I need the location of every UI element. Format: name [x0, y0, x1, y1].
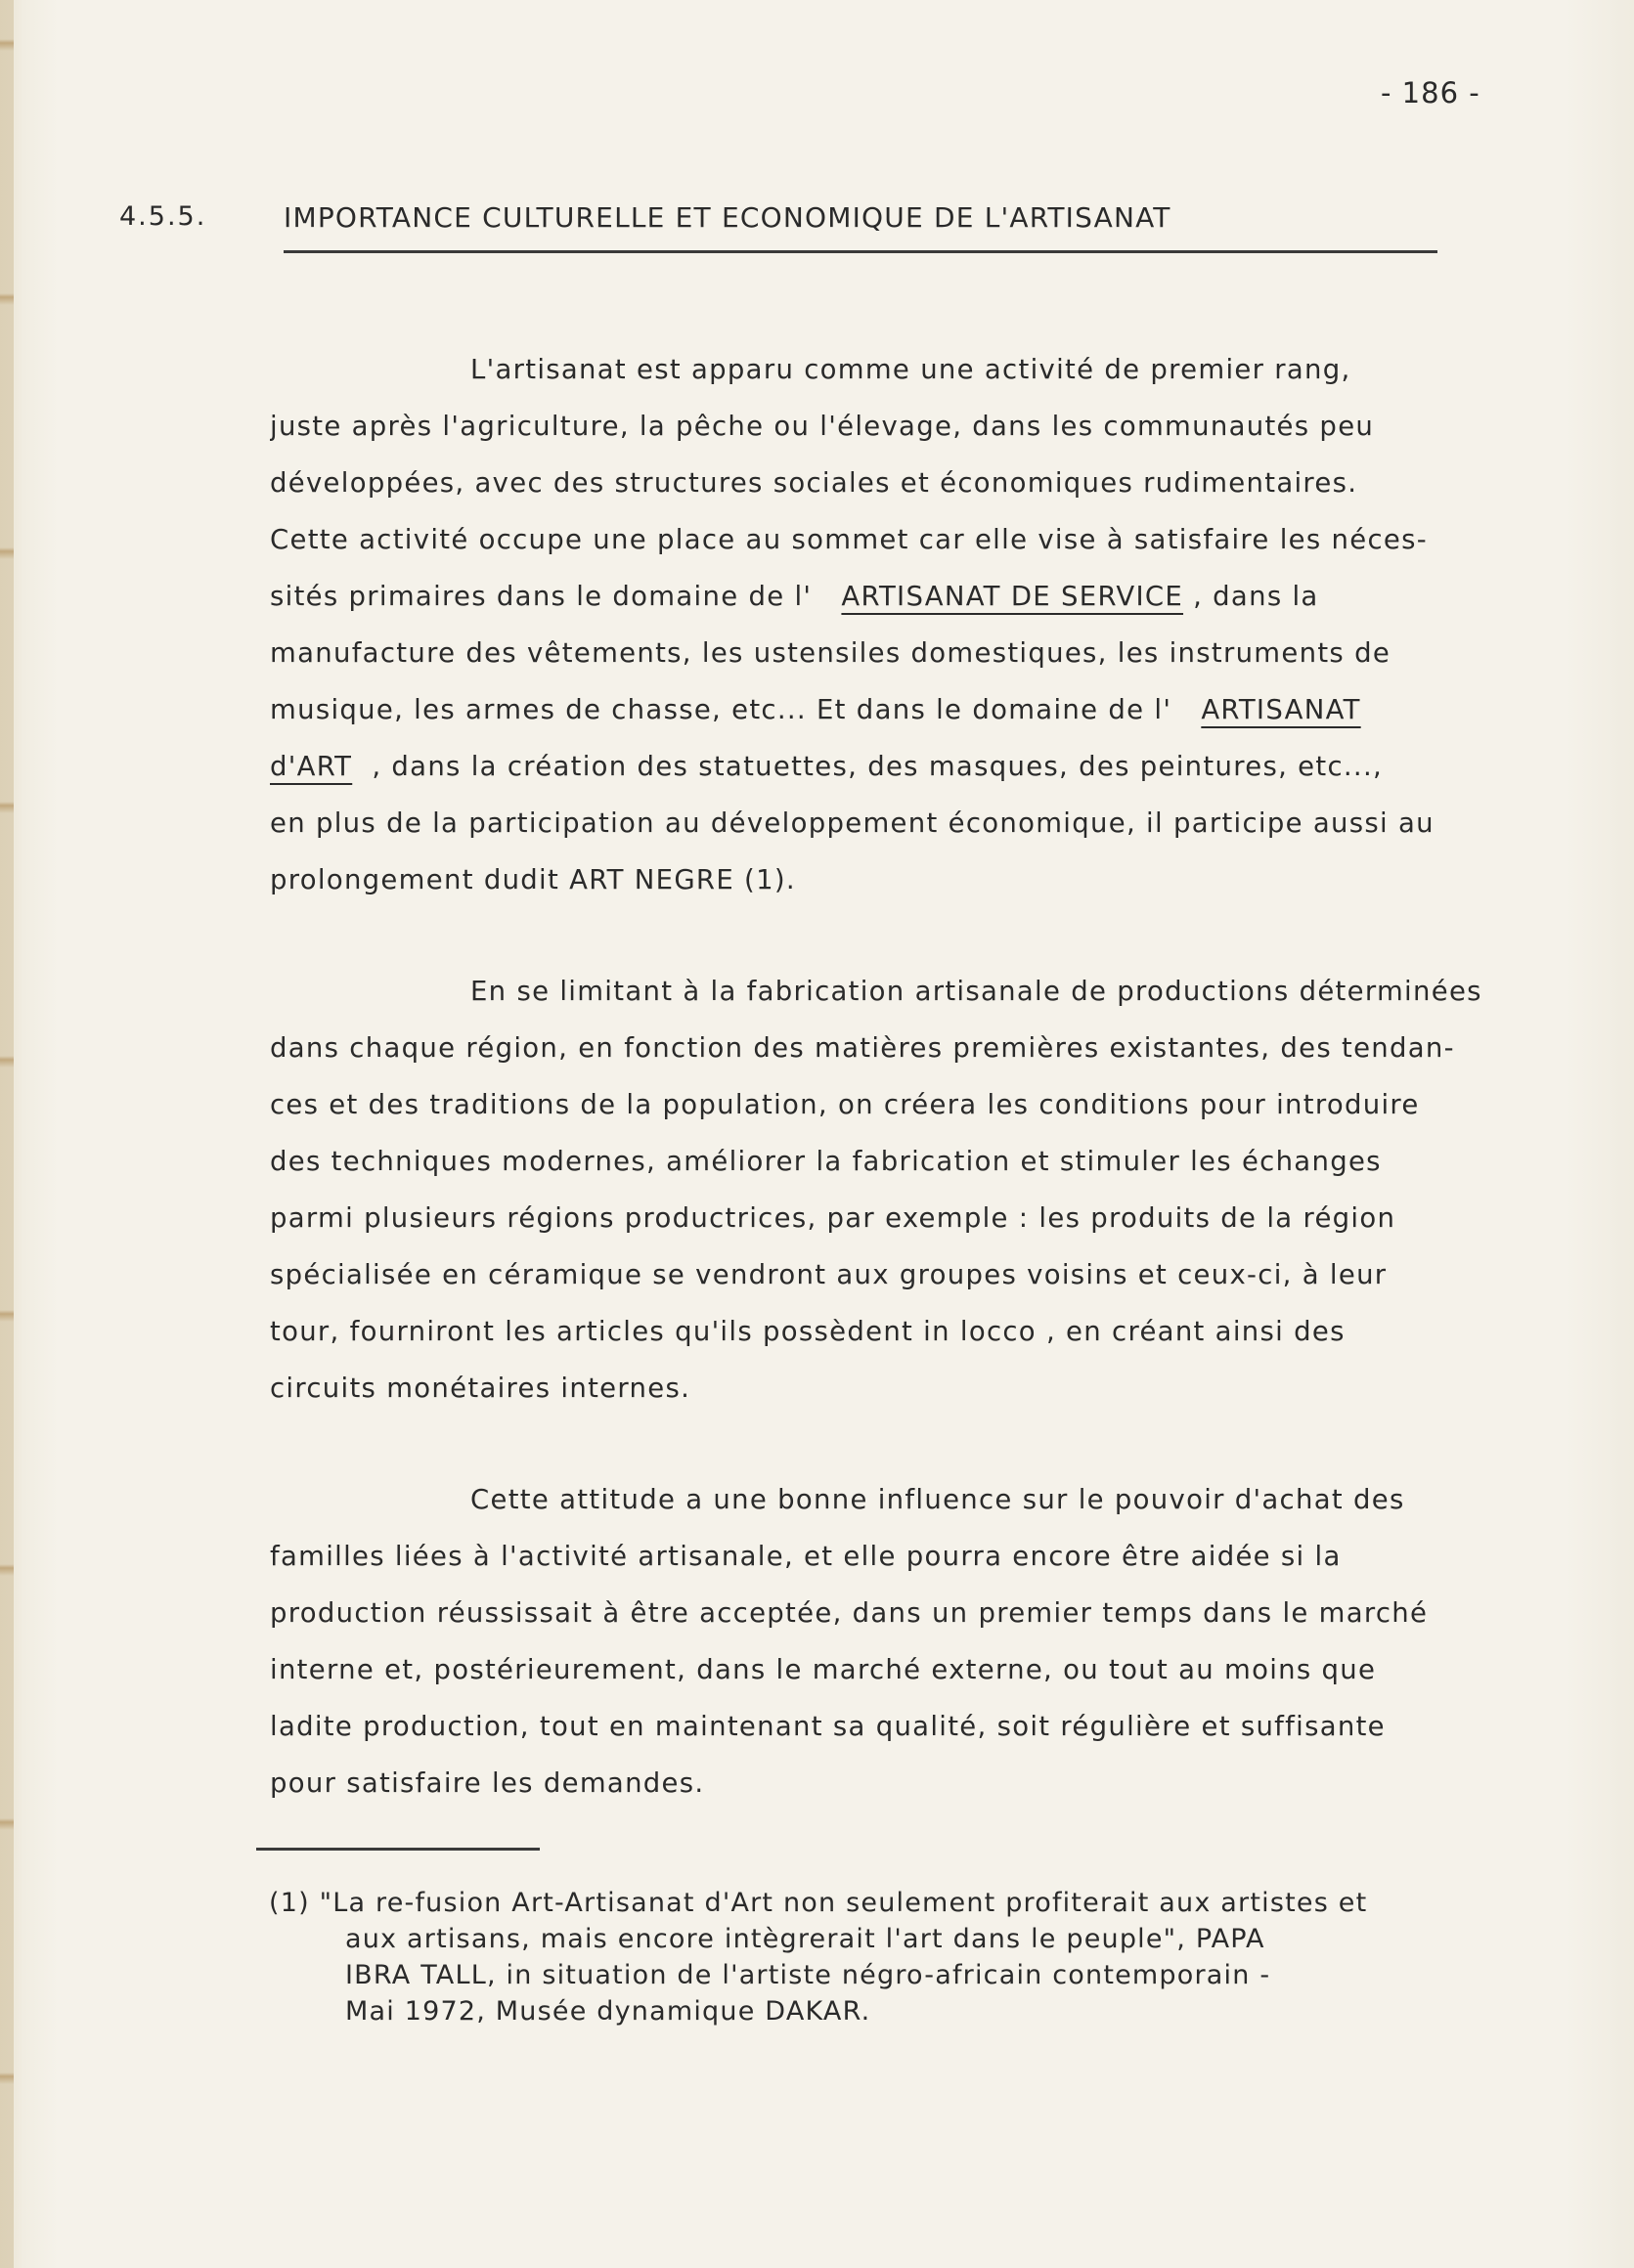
paragraph-line: développées, avec des structures sociales et économiques rudimentaires.: [270, 467, 1358, 499]
paragraph-line: [270, 681, 1585, 738]
paragraph-line: prolongement dudit ART NEGRE (1).: [270, 864, 796, 895]
paragraph-line: spécialisée en céramique se vendront aux groupes voisins et ceux-ci, à leur: [270, 1259, 1388, 1290]
paragraph-line: interne et, postérieurement, dans le marché externe, ou tout au moins que: [270, 1654, 1377, 1685]
footnote-line: aux artisans, mais encore intègrerait l'art dans le peuple", PAPA: [345, 1924, 1265, 1954]
section-number: 4.5.5.: [119, 201, 207, 232]
paragraph-line: En se limitant à la fabrication artisanale de productions déterminées: [470, 976, 1482, 1007]
paragraph-line: tour, fourniront les articles qu'ils possèdent in locco , en créant ainsi des: [270, 1316, 1346, 1347]
paragraph-line: parmi plusieurs régions productrices, par exemple : les produits de la région: [270, 1202, 1396, 1234]
underlined-term-artisanat-de-service: ARTISANAT DE SERVICE: [841, 581, 1184, 612]
text-run: , dans la: [1193, 581, 1319, 612]
paragraph-1: [270, 341, 1585, 908]
paragraph-line: L'artisanat est apparu comme une activité de premier rang,: [470, 354, 1351, 385]
paragraph-line: en plus de la participation au développement économique, il participe aussi au: [270, 807, 1435, 839]
paragraph-line: juste après l'agriculture, la pêche ou l'élevage, dans les communautés peu: [270, 411, 1375, 442]
paragraph-line: dans chaque région, en fonction des matières premières existantes, des tendan-: [270, 1032, 1455, 1064]
underlined-term-artisanat: ARTISANAT: [1201, 694, 1361, 725]
paragraph-line: ces et des traditions de la population, on créera les conditions pour introduire: [270, 1089, 1420, 1120]
section-title: IMPORTANCE CULTURELLE ET ECONOMIQUE DE L'ARTISANAT: [284, 201, 1171, 234]
paragraph-2: [270, 963, 1585, 1417]
paragraph-line: ladite production, tout en maintenant sa qualité, soit régulière et suffisante: [270, 1711, 1386, 1742]
paragraph-line: des techniques modernes, améliorer la fabrication et stimuler les échanges: [270, 1146, 1382, 1177]
underlined-term-art: d'ART: [270, 751, 353, 782]
paragraph-line: Cette activité occupe une place au sommet car elle vise à satisfaire les néces-: [270, 524, 1428, 555]
paragraph-line: [270, 738, 1585, 795]
footnote-line: IBRA TALL, in situation de l'artiste négro-africain contemporain -: [345, 1960, 1271, 1990]
paragraph-line: Cette attitude a une bonne influence sur le pouvoir d'achat des: [470, 1484, 1405, 1515]
page-number: - 186 -: [1381, 76, 1480, 109]
binding-edge: [0, 0, 14, 2268]
text-run: , dans la création des statuettes, des masques, des peintures, etc...,: [372, 751, 1384, 782]
paragraph-line: manufacture des vêtements, les ustensiles domestiques, les instruments de: [270, 637, 1391, 669]
footnote-separator: [256, 1848, 540, 1851]
text-run: sités primaires dans le domaine de l': [270, 581, 813, 612]
paragraph-line: pour satisfaire les demandes.: [270, 1767, 705, 1799]
paragraph-line: familles liées à l'activité artisanale, et elle pourra encore être aidée si la: [270, 1541, 1342, 1572]
paragraph-line: [270, 568, 1585, 625]
paragraph-line: production réussissait à être acceptée, dans un premier temps dans le marché: [270, 1597, 1429, 1629]
title-underline: [284, 250, 1437, 253]
paragraph-3: [270, 1471, 1585, 1811]
footnote: [269, 1885, 1599, 2029]
paragraph-line: circuits monétaires internes.: [270, 1373, 691, 1404]
text-run: musique, les armes de chasse, etc... Et dans le domaine de l': [270, 694, 1172, 725]
footnote-line: Mai 1972, Musée dynamique DAKAR.: [345, 1996, 871, 2027]
footnote-line: (1) "La re-fusion Art-Artisanat d'Art non seulement profiterait aux artistes et: [269, 1888, 1368, 1918]
